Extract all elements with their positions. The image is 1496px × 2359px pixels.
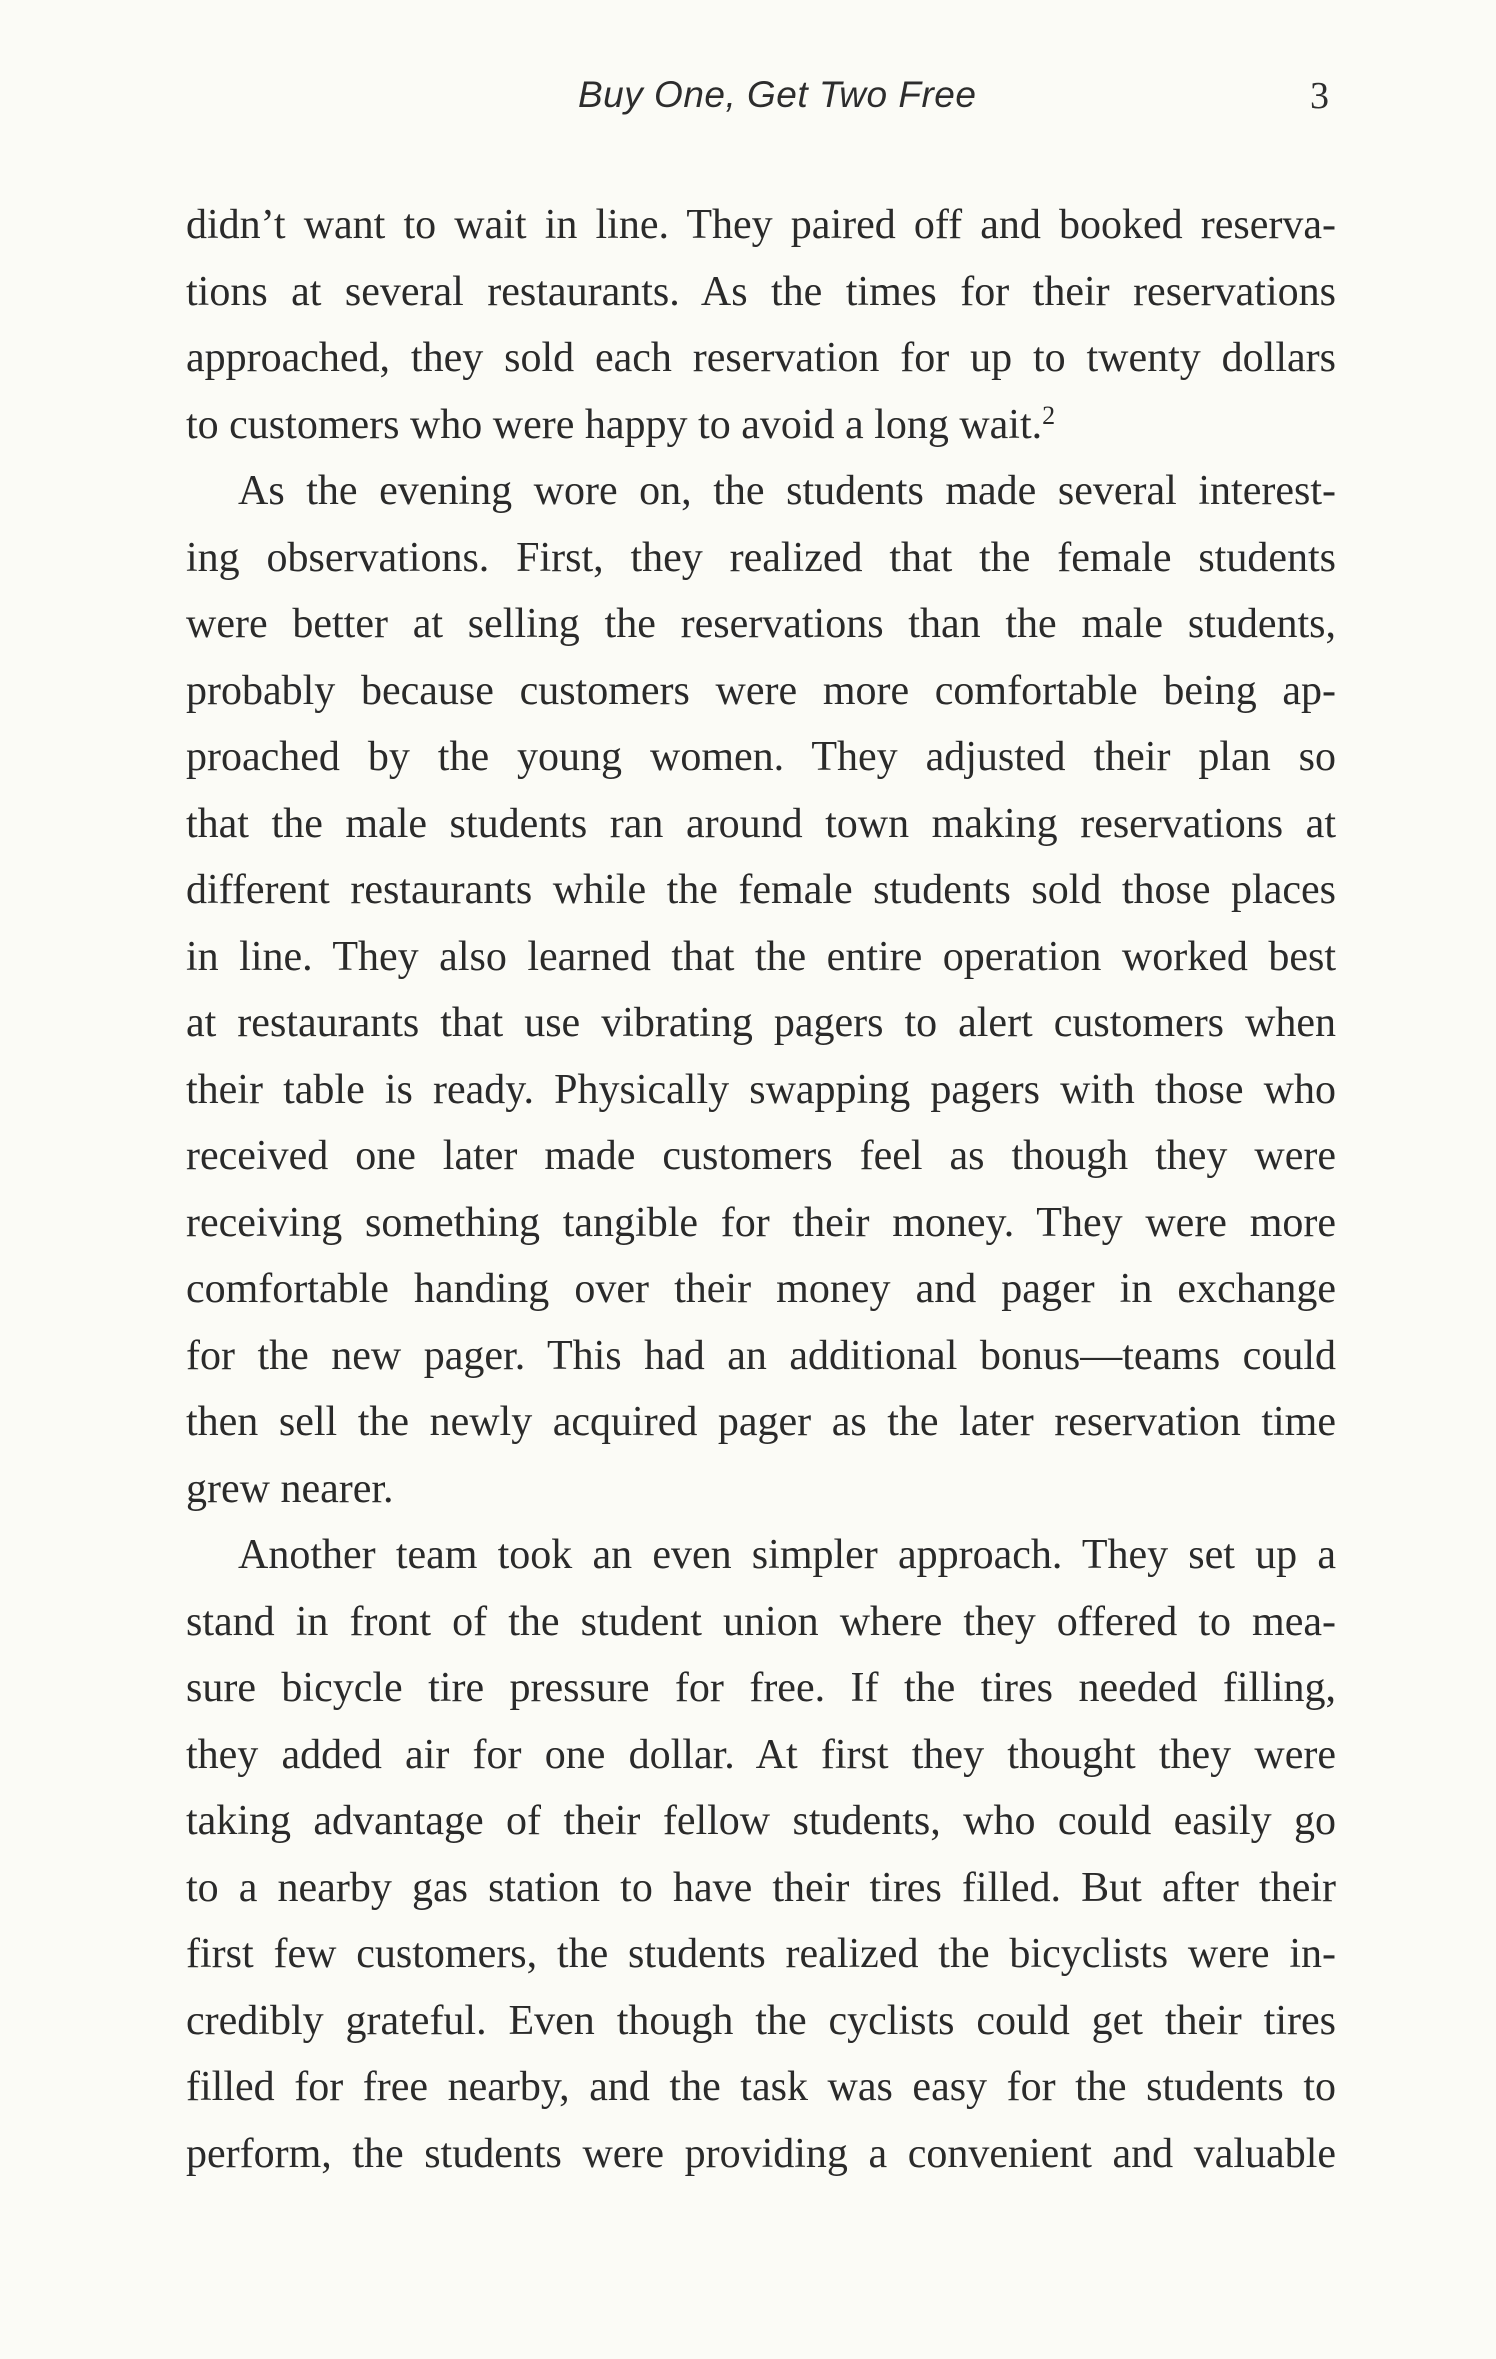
text-line: first few customers, the students realized the bicyclists were in- [186,1931,1336,1977]
text-line: As the evening wore on, the students made several interest- [238,468,1336,514]
text-line-content: to customers who were happy to avoid a long wait. [186,401,1043,448]
text-line: stand in front of the student union where they offered to mea- [186,1598,1336,1645]
text-line: approached, they sold each reservation for up to twenty dollars [186,335,1336,381]
text-line: comfortable handing over their money and pager in exchange [186,1266,1336,1312]
text-line: different restaurants while the female students sold those places [186,867,1336,913]
text-line: didn’t want to wait in line. They paired off and booked reserva- [186,202,1336,248]
footnote-mark: 2 [1042,400,1056,430]
text-line: sure bicycle tire pressure for free. If the tires needed filling, [186,1665,1336,1711]
text-line: that the male students ran around town making reservations at [186,800,1336,847]
text-line [186,392,1336,459]
text-line: then sell the newly acquired pager as the later reservation time [186,1399,1336,1445]
text-line: at restaurants that use vibrating pagers to alert customers when [186,1000,1336,1046]
text-line: ing observations. First, they realized that the female students [186,534,1336,581]
text-line: their table is ready. Physically swapping pagers with those who [186,1066,1336,1113]
text-line: in line. They also learned that the entire operation worked best [186,933,1336,980]
text-line: for the new pager. This had an additional bonus—teams could [186,1332,1336,1379]
running-head [0,74,1496,124]
body-text [186,192,1336,2187]
page-number: 3 [1310,75,1329,117]
text-line: Another team took an even simpler approach. They set up a [238,1532,1336,1578]
text-line: to a nearby gas station to have their tires filled. But after their [186,1864,1336,1911]
text-line: were better at selling the reservations than the male students, [186,601,1336,647]
text-line: proached by the young women. They adjusted their plan so [186,734,1336,780]
text-line: probably because customers were more comfortable being ap- [186,667,1336,714]
text-line: they added air for one dollar. At first they thought they were [186,1731,1336,1778]
text-line: grew nearer. [186,1465,394,1512]
running-title: Buy One, Get Two Free [578,74,977,115]
text-line: credibly grateful. Even though the cyclists could get their tires [186,1997,1336,2044]
text-line: receiving something tangible for their money. They were more [186,1199,1336,1246]
text-line: perform, the students were providing a convenient and valuable [186,2130,1336,2177]
text-line: filled for free nearby, and the task was easy for the students to [186,2064,1336,2110]
text-line: tions at several restaurants. As the times for their reservations [186,268,1336,315]
text-line: received one later made customers feel as though they were [186,1133,1336,1179]
text-line: taking advantage of their fellow students, who could easily go [186,1798,1336,1844]
